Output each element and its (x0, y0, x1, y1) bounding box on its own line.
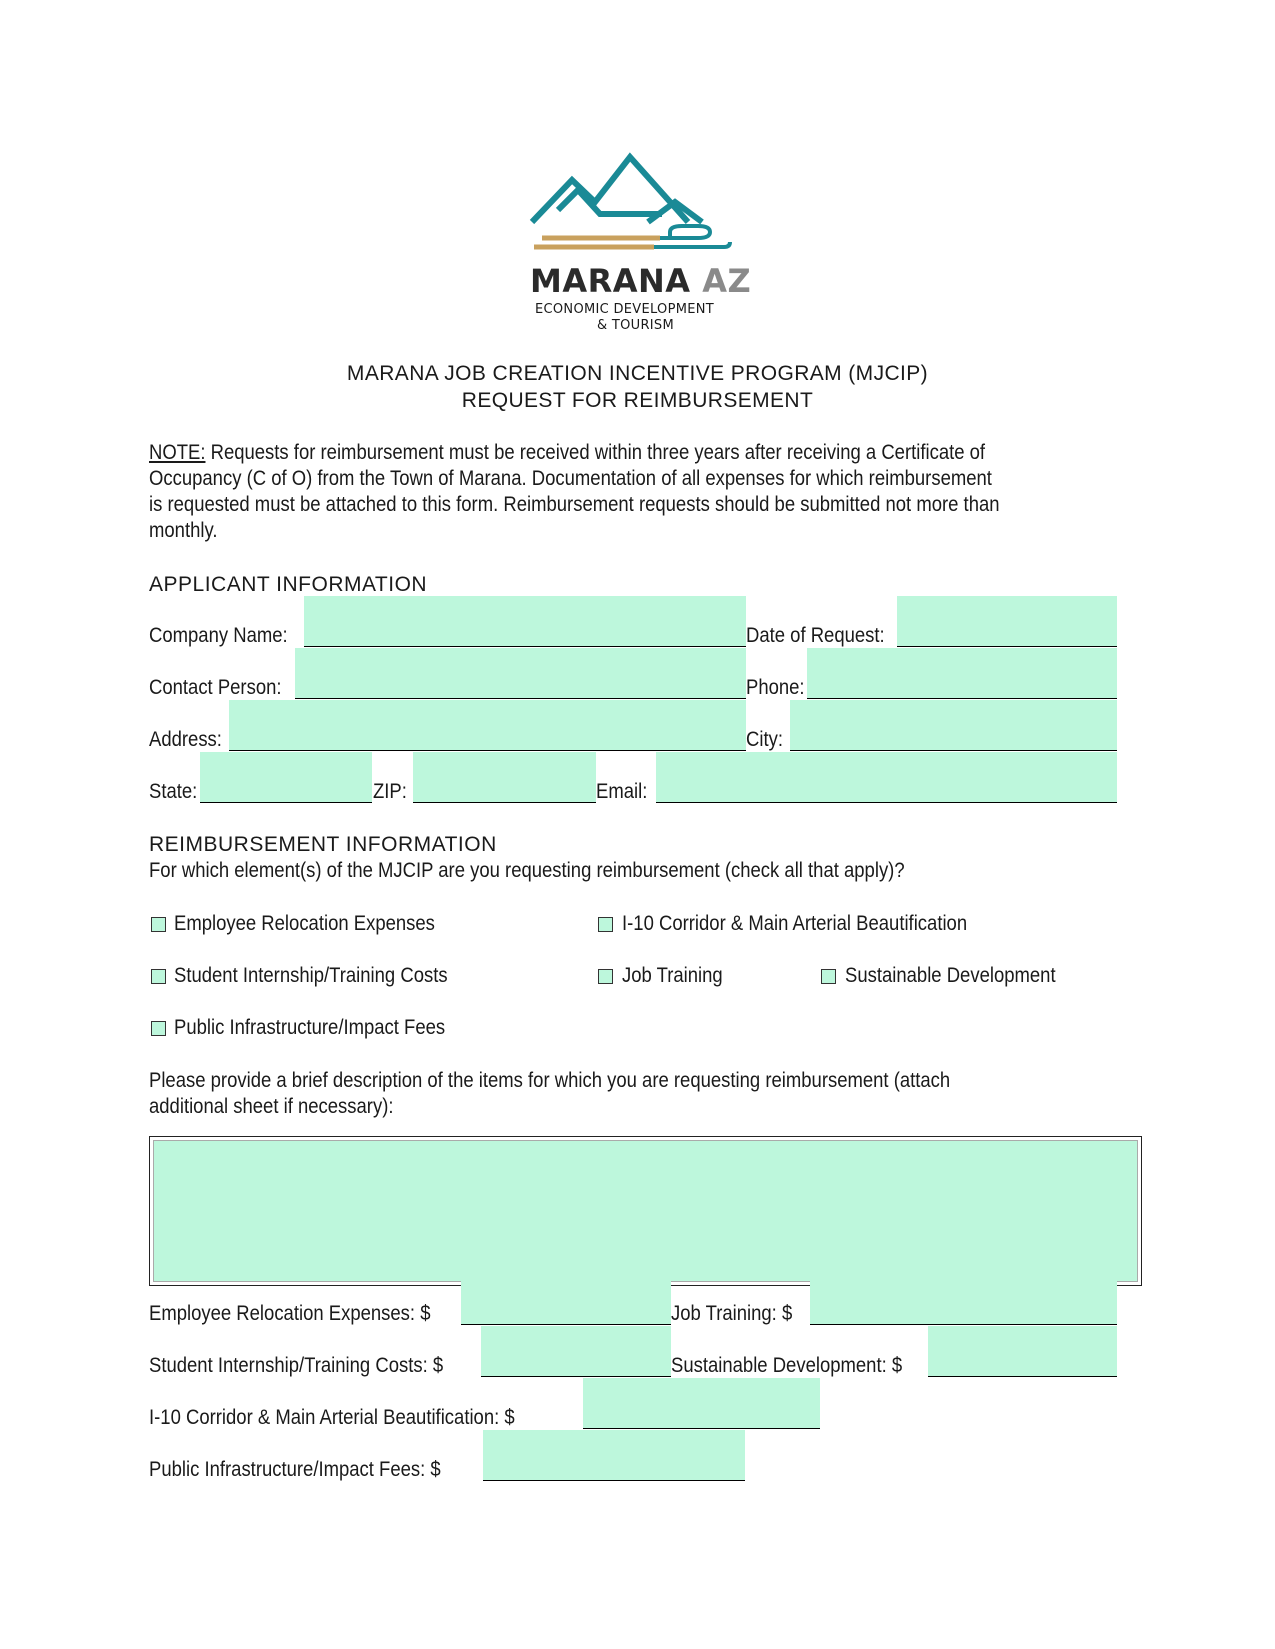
reimbursement-question: For which element(s) of the MJCIP are you requesting reimbursement (check all that apply)? (149, 859, 905, 882)
reimbursement-heading: REIMBURSEMENT INFORMATION (149, 833, 497, 856)
public-infrastructure-option-label: Public Infrastructure/Impact Fees (174, 1016, 446, 1039)
company-name-field[interactable] (304, 596, 746, 647)
date-of-request-label: Date of Request: (746, 624, 885, 647)
job-training-amount-label: Job Training: $ (671, 1302, 793, 1325)
logo-brand-main: MARANA (530, 262, 691, 300)
note-line1: Requests for reimbursement must be received within three years after receiving a Certificate of (205, 441, 986, 464)
i10-corridor-checkbox[interactable] (598, 917, 613, 932)
contact-person-field[interactable] (295, 648, 746, 699)
public-infrastructure-checkbox[interactable] (151, 1021, 166, 1036)
sustainable-amount-label: Sustainable Development: $ (671, 1354, 903, 1377)
employee-relocation-amount-label: Employee Relocation Expenses: $ (149, 1302, 431, 1325)
address-field[interactable] (229, 700, 746, 751)
note-line4: monthly. (149, 519, 218, 542)
date-of-request-field[interactable] (897, 596, 1117, 647)
applicant-heading: APPLICANT INFORMATION (149, 573, 428, 596)
logo-brand-suffix: AZ (702, 262, 752, 300)
city-label: City: (746, 728, 783, 751)
description-textarea[interactable] (153, 1140, 1138, 1282)
note-line2: Occupancy (C of O) from the Town of Marana. Documentation of all expenses for which reimbursement (149, 467, 992, 490)
description-prompt (149, 1068, 950, 1120)
contact-person-label: Contact Person: (149, 676, 282, 699)
logo (520, 150, 760, 340)
zip-label: ZIP: (373, 780, 407, 803)
sustainable-development-option-label: Sustainable Development (845, 964, 1056, 987)
sustainable-amount-field[interactable] (928, 1326, 1117, 1377)
job-training-checkbox[interactable] (598, 969, 613, 984)
employee-relocation-checkbox[interactable] (151, 917, 166, 932)
zip-field[interactable] (413, 752, 596, 803)
form-title-line2: REQUEST FOR REIMBURSEMENT (461, 389, 814, 412)
email-label: Email: (596, 780, 648, 803)
public-infra-amount-field[interactable] (483, 1430, 745, 1481)
city-field[interactable] (790, 700, 1117, 751)
student-internship-amount-label: Student Internship/Training Costs: $ (149, 1354, 444, 1377)
logo-wordmark (530, 262, 751, 300)
address-label: Address: (149, 728, 222, 751)
sustainable-development-checkbox[interactable] (821, 969, 836, 984)
description-box (149, 1136, 1142, 1286)
i10-amount-label: I-10 Corridor & Main Arterial Beautification: $ (149, 1406, 515, 1429)
job-training-amount-field[interactable] (810, 1274, 1117, 1325)
note-paragraph (149, 440, 1000, 544)
state-label: State: (149, 780, 198, 803)
marana-mountain-logo-icon (520, 150, 760, 260)
i10-corridor-option-label: I-10 Corridor & Main Arterial Beautification (622, 912, 968, 935)
logo-tagline-2: & TOURISM (597, 318, 674, 333)
form-title-line1: MARANA JOB CREATION INCENTIVE PROGRAM (MJCIP) (346, 362, 929, 385)
student-internship-amount-field[interactable] (481, 1326, 671, 1377)
logo-tagline-1: ECONOMIC DEVELOPMENT (535, 302, 715, 317)
note-line3: is requested must be attached to this form. Reimbursement requests should be submitted not more than (149, 493, 1000, 516)
description-prompt-line1: Please provide a brief description of the items for which you are requesting reimbursement (attach (149, 1069, 951, 1092)
phone-label: Phone: (746, 676, 805, 699)
state-field[interactable] (200, 752, 372, 803)
email-field[interactable] (656, 752, 1117, 803)
public-infra-amount-label: Public Infrastructure/Impact Fees: $ (149, 1458, 441, 1481)
employee-relocation-amount-field[interactable] (461, 1274, 671, 1325)
description-prompt-line2: additional sheet if necessary): (149, 1095, 394, 1118)
student-internship-option-label: Student Internship/Training Costs (174, 964, 448, 987)
i10-amount-field[interactable] (583, 1378, 820, 1429)
job-training-option-label: Job Training (622, 964, 723, 987)
note-label: NOTE: (149, 441, 206, 464)
employee-relocation-option-label: Employee Relocation Expenses (174, 912, 435, 935)
phone-field[interactable] (807, 648, 1117, 699)
company-name-label: Company Name: (149, 624, 288, 647)
student-internship-checkbox[interactable] (151, 969, 166, 984)
